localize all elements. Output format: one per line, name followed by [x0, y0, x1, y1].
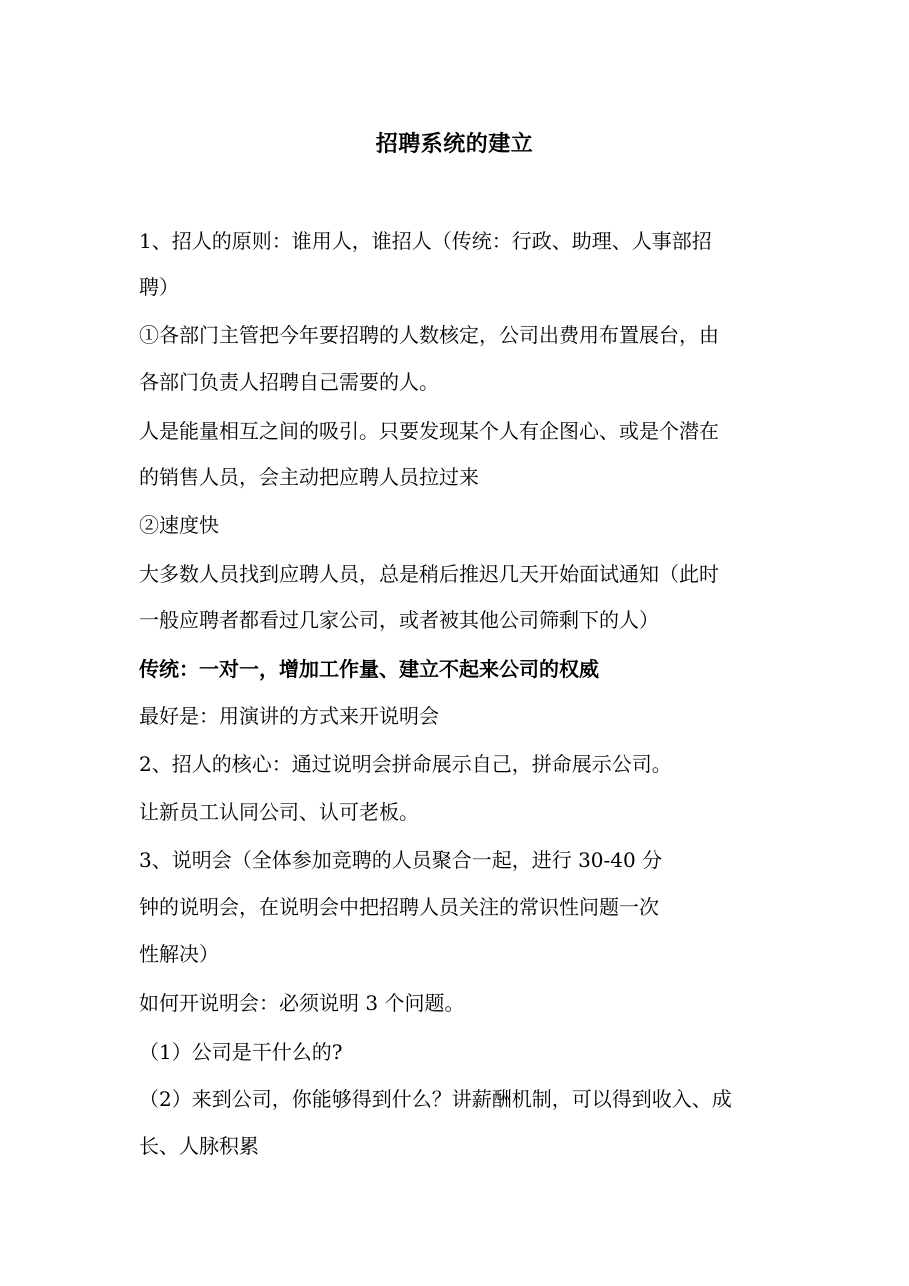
bold-emphasis-line: 传统：一对一，增加工作量、建立不起来公司的权威 — [139, 657, 599, 681]
paragraph-line: ②速度快 — [139, 513, 219, 537]
paragraph-line: 1、招人的原则：谁用人，谁招人（传统：行政、助理、人事部招 — [139, 229, 712, 253]
paragraph-line: 最好是：用演讲的方式来开说明会 — [139, 704, 439, 728]
paragraph-line: 的销售人员，会主动把应聘人员拉过来 — [139, 465, 479, 489]
paragraph-line: 钟的说明会，在说明会中把招聘人员关注的常识性问题一次 — [139, 895, 659, 919]
paragraph-line: 2、招人的核心：通过说明会拼命展示自己，拼命展示公司。 — [139, 752, 672, 776]
paragraph-line: 聘） — [139, 275, 179, 299]
paragraph-line: 让新员工认同公司、认可老板。 — [139, 800, 419, 824]
paragraph-line: 如何开说明会：必须说明 3 个问题。 — [139, 991, 465, 1015]
list-item: （1）公司是干什么的? — [139, 1040, 343, 1064]
document-title: 招聘系统的建立 — [375, 131, 534, 157]
paragraph-line: 一般应聘者都看过几家公司，或者被其他公司筛剩下的人） — [139, 608, 659, 632]
paragraph-line: ①各部门主管把今年要招聘的人数核定，公司出费用布置展台，由 — [139, 323, 719, 347]
paragraph-line: 性解决） — [139, 942, 219, 966]
paragraph-line: 各部门负责人招聘自己需要的人。 — [139, 370, 439, 394]
paragraph-line: 3、说明会（全体参加竞聘的人员聚合一起，进行 30-40 分 — [139, 848, 663, 872]
paragraph-line: 人是能量相互之间的吸引。只要发现某个人有企图心、或是个潜在 — [139, 419, 719, 443]
paragraph-line: 大多数人员找到应聘人员，总是稍后推迟几天开始面试通知（此时 — [139, 562, 719, 586]
list-item: （2）来到公司，你能够得到什么？讲薪酬机制，可以得到收入、成 — [139, 1087, 732, 1111]
paragraph-line: 长、人脉积累 — [139, 1134, 259, 1158]
